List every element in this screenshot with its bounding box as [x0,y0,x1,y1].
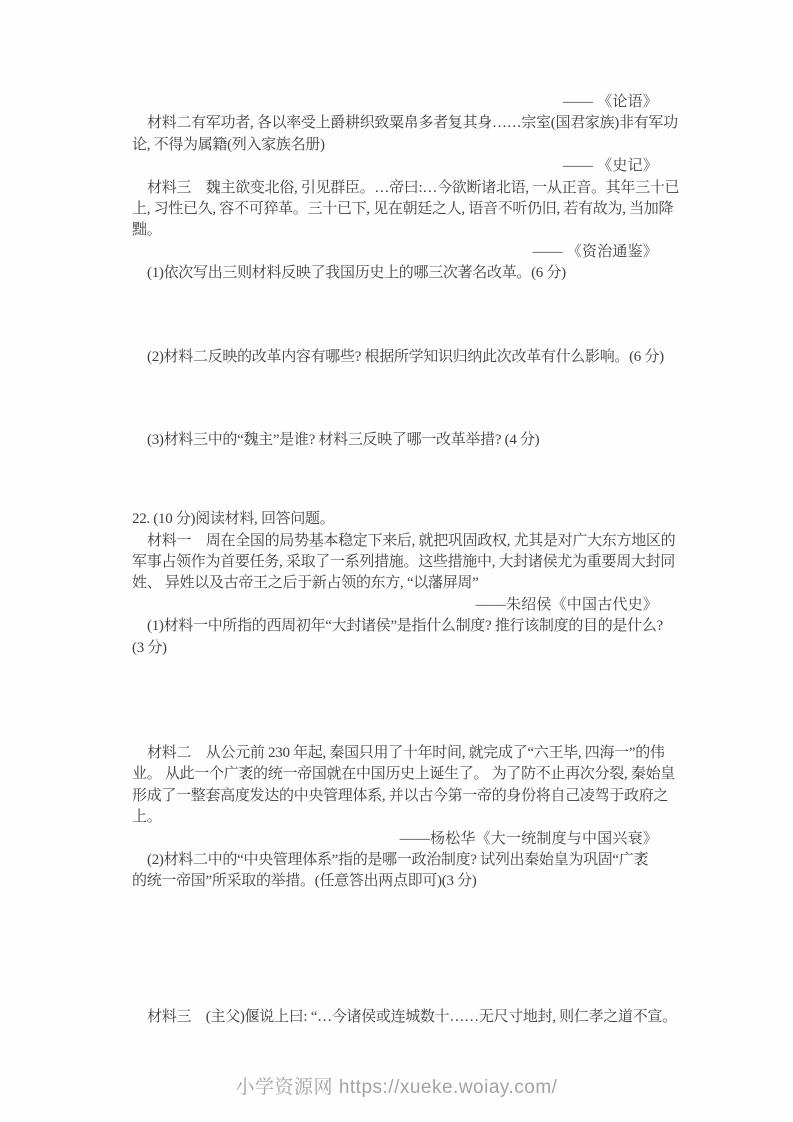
answer-space [132,368,658,430]
q21-material-3-line-1: 材料三 魏主欲变北俗, 引见群臣。…帝曰:…今欲断诸北语, 一从正音。其年三十已 [147,179,680,196]
answer-space [132,451,658,509]
answer-space [132,659,658,743]
source-zizhitongjian: —— 《资治通鉴》 [532,243,658,260]
q21-sub3-line-1: (3)材料三中的“魏主”是谁? 材料三反映了哪一改革举措? (4 分) [147,431,540,448]
q22-material-2-line-4: 上。 [132,809,162,826]
q21-material-3-line-2: 上, 习性已久, 容不可猝革。三十已下, 见在朝廷之人, 语音不听仍旧, 若有故为, 当加降 [132,200,674,217]
source-zhushaohou: ——朱绍侯《中国古代史》 [475,596,658,613]
source-shiji: —— 《史记》 [562,158,658,175]
source-yangsonghua: ——杨松华《大一统制度与中国兴衰》 [399,830,658,847]
q22-material-2-line-3: 形成了一整套高度发达的中央管理体系, 并以古今第一帝的身份将自己凌驾于政府之 [132,787,669,804]
q22-material-2-line-1: 材料二 从公元前 230 年起, 秦国只用了十年时间, 就完成了“六王毕, 四海一”的伟 [147,745,665,762]
q21-material-2-line-1: 材料二有军功者, 各以率受上爵耕织致粟帛多者复其身……宗室(国君家族)非有军功 [147,115,678,132]
q22-material-1-line-1: 材料一 周在全国的局势基本稳定下来后, 就把巩固政权, 尤其是对广大东方地区的 [147,532,676,549]
q22-sub1-line-1: (1)材料一中所指的西周初年“大封诸侯”是指什么制度? 推行该制度的目的是什么? [147,618,663,635]
watermark-footer [0,1072,793,1099]
q22-sub2-line-2: 的统一帝国”所采取的举措。(任意答出两点即可)(3 分) [132,873,477,890]
answer-space [132,893,658,1007]
q22-material-3-line-1: 材料三 (主父)偃说上曰: “…今诸侯或连城数十……无尺寸地封, 则仁孝之道不宣。 [147,1008,677,1025]
watermark-text: 小学资源网 https://xueke.woiay.com/ [235,1077,558,1098]
q22-material-1-line-2: 军事占领作为首要任务, 采取了一系列措施。这些措施中, 大封诸侯尤为重要周大封同 [132,554,676,571]
source-lunyu: —— 《论语》 [562,94,658,110]
q21-material-3-line-3: 黜。 [132,222,162,239]
q22-sub1-line-2: (3 分) [132,639,167,656]
q22-material-1-line-3: 姓、 异姓以及古帝王之后于新占领的东方, “以藩屏周” [132,575,479,592]
q21-sub1-line-1: (1)依次写出三则材料反映了我国历史上的哪三次著名改革。(6 分) [147,265,566,282]
q22-sub2-line-1: (2)材料二中的“中央管理体系”指的是哪一政治制度? 试列出秦始皇为巩固“广袤 [147,851,649,868]
answer-space [132,285,658,347]
q21-sub2-line-1: (2)材料二反映的改革内容有哪些? 根据所学知识归纳此次改革有什么影响。(6 分) [147,348,664,365]
exam-content [132,92,680,1028]
q22-material-2-line-2: 业。 从此一个广袤的统一帝国就在中国历史上诞生了。 为了防不止再次分裂, 秦始皇 [132,766,676,783]
q21-material-2-line-2: 论, 不得为属籍(列入家族名册) [132,136,325,153]
q22-header-line-1: 22. (10 分)阅读材料, 回答问题。 [132,511,335,528]
